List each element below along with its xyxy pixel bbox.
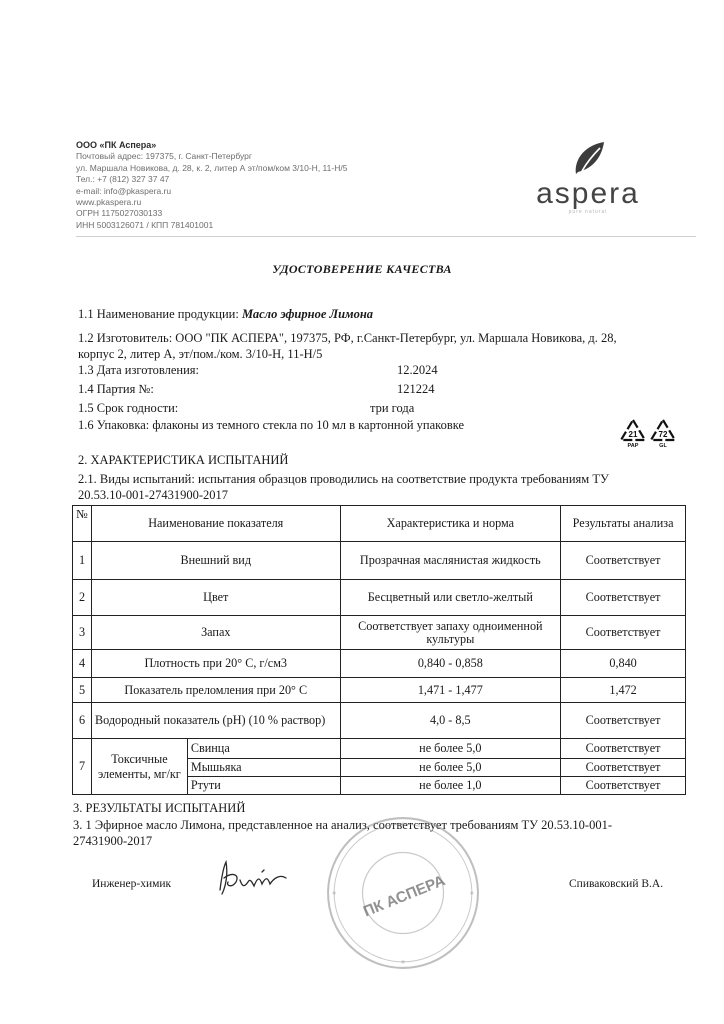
- table-row: [73, 542, 686, 580]
- row-name: Внешний вид: [91, 542, 340, 580]
- row-result: Соответствует: [561, 703, 686, 739]
- row-result: 0,840: [561, 650, 686, 678]
- table-row: [73, 616, 686, 650]
- toxic-element: Мышьяка: [187, 759, 340, 777]
- company-stamp: [322, 812, 484, 974]
- logo-tagline: pure natural: [568, 209, 608, 215]
- results-table: [72, 505, 686, 795]
- signatory-name: Спиваковский В.А.: [569, 878, 664, 890]
- row-norm: 0,840 - 0,858: [340, 650, 561, 678]
- row-result: 1,472: [561, 678, 686, 703]
- row-num: 5: [73, 678, 92, 703]
- letterhead-line: Тел.: +7 (812) 327 37 47: [76, 174, 170, 185]
- row-name: Цвет: [91, 580, 340, 616]
- toxic-name: Токсичные элементы, мг/кг: [91, 739, 187, 795]
- recycle-gl-icon: [648, 418, 678, 448]
- letterhead-line: ОГРН 1175027030133: [76, 208, 163, 219]
- company-name: ООО «ПК Аспера»: [76, 140, 157, 150]
- product-line: [78, 307, 373, 322]
- row-result: Соответствует: [561, 542, 686, 580]
- header-norm: Характеристика и норма: [340, 506, 561, 542]
- table-row: [73, 650, 686, 678]
- row-norm: 1,471 - 1,477: [340, 678, 561, 703]
- row-num: 2: [73, 580, 92, 616]
- row-name: Водородный показатель (рН) (10 % раствор): [91, 703, 340, 739]
- table-header-row: [73, 506, 686, 542]
- row-num: 3: [73, 616, 92, 650]
- row-norm: Прозрачная маслянистая жидкость: [340, 542, 561, 580]
- toxic-result: Соответствует: [561, 777, 686, 795]
- toxic-result: Соответствует: [561, 739, 686, 759]
- letterhead-line: ул. Маршала Новикова, д. 28, к. 2, литер А эт/пом/ком 3/10-Н, 11-Н/5: [76, 162, 348, 173]
- product-value: Масло эфирное Лимона: [241, 307, 374, 321]
- table-row: [73, 678, 686, 703]
- manufacturer-line-1: 1.2 Изготовитель: ООО "ПК АСПЕРА", 197375, РФ, г.Санкт-Петербург, ул. Маршала Новикова, д. 28,: [78, 331, 617, 345]
- production-date-label: 1.3 Дата изготовления:: [78, 363, 199, 377]
- row-norm: 4,0 - 8,5: [340, 703, 561, 739]
- stamp-text: ПК АСПЕРА: [360, 872, 448, 921]
- header-divider: [76, 236, 696, 237]
- section2-heading: 2. ХАРАКТЕРИСТИКА ИСПЫТАНИЙ: [78, 453, 289, 467]
- row-name: Показатель преломления при 20° С: [91, 678, 340, 703]
- shelf-life-value: три года: [370, 401, 415, 415]
- row-norm: Бесцветный или светло-желтый: [340, 580, 561, 616]
- recycle-pap-caption: PAP: [627, 443, 639, 448]
- aspera-logo: [528, 140, 648, 215]
- batch-value: 121224: [397, 382, 435, 396]
- letterhead-line: Почтовый адрес: 197375, г. Санкт-Петербург: [76, 151, 252, 162]
- toxic-row-lead: [73, 739, 686, 759]
- table-row: [73, 703, 686, 739]
- toxic-num: 7: [73, 739, 92, 795]
- logo-wordmark: aspera: [536, 177, 640, 210]
- section2-desc-2: 20.53.10-001-27431900-2017: [78, 488, 228, 502]
- handwritten-signature: [210, 852, 300, 902]
- recycle-pap-icon: [618, 418, 648, 448]
- row-name: Запах: [91, 616, 340, 650]
- toxic-result: Соответствует: [561, 759, 686, 777]
- row-num: 4: [73, 650, 92, 678]
- section3-heading: 3. РЕЗУЛЬТАТЫ ИСПЫТАНИЙ: [73, 801, 246, 815]
- section3-line-1: 3. 1 Эфирное масло Лимона, представленное на анализ, соответствует требованиям ТУ 20.53.10-001-: [73, 818, 612, 832]
- recycle-pap-code: 21: [628, 430, 638, 439]
- recycle-gl-code: 72: [658, 430, 668, 439]
- row-result: Соответствует: [561, 580, 686, 616]
- table-row: [73, 580, 686, 616]
- shelf-life-label: 1.5 Срок годности:: [78, 401, 179, 415]
- toxic-norm: не более 5,0: [340, 739, 561, 759]
- toxic-norm: не более 1,0: [340, 777, 561, 795]
- letterhead-line: e-mail: info@pkaspera.ru: [76, 185, 172, 196]
- batch-label: 1.4 Партия №:: [78, 382, 154, 396]
- row-name: Плотность при 20° С, г/см3: [91, 650, 340, 678]
- toxic-norm: не более 5,0: [340, 759, 561, 777]
- letterhead: [76, 140, 347, 231]
- manufacturer-line-2: корпус 2, литер А, эт/пом./ком. 3/10-Н, 11-Н/5: [78, 347, 323, 361]
- document-title: УДОСТОВЕРЕНИЕ КАЧЕСТВА: [272, 262, 452, 276]
- header-num: №: [73, 506, 92, 542]
- letterhead-line: ИНН 5003126071 / КПП 781401001: [76, 219, 214, 230]
- signature-role: Инженер-химик: [92, 878, 172, 890]
- row-norm: Соответствует запаху одноименной культуры: [340, 616, 561, 650]
- production-date-value: 12.2024: [397, 363, 438, 377]
- toxic-element: Ртути: [187, 777, 340, 795]
- recycle-gl-caption: GL: [659, 443, 667, 448]
- leaf-icon: [568, 140, 608, 176]
- row-num: 1: [73, 542, 92, 580]
- product-label: 1.1 Наименование продукции:: [78, 307, 239, 321]
- letterhead-line: www.pkaspera.ru: [76, 197, 142, 208]
- header-name: Наименование показателя: [91, 506, 340, 542]
- row-num: 6: [73, 703, 92, 739]
- packaging-line: 1.6 Упаковка: флаконы из темного стекла по 10 мл в картонной упаковке: [78, 418, 465, 432]
- header-result: Результаты анализа: [561, 506, 686, 542]
- toxic-element: Свинца: [187, 739, 340, 759]
- row-result: Соответствует: [561, 616, 686, 650]
- section2-desc-1: 2.1. Виды испытаний: испытания образцов проводились на соответствие продукта требованиям ТУ: [78, 472, 609, 486]
- section3-line-2: 27431900-2017: [73, 834, 153, 848]
